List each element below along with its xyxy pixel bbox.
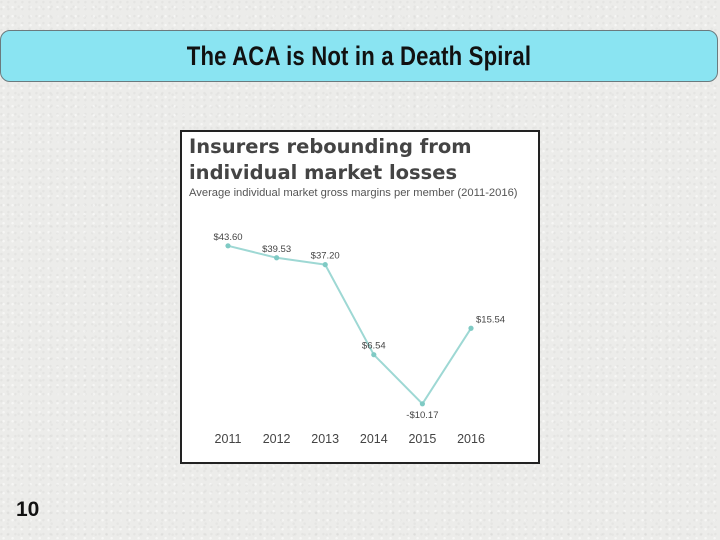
data-point-2015 — [420, 401, 425, 406]
data-label-2013: $37.20 — [310, 250, 340, 262]
series-line — [228, 243, 471, 404]
data-point-2013 — [323, 262, 328, 267]
slide-number: 10 — [16, 498, 40, 521]
data-point-2012 — [274, 255, 279, 260]
data-label-2015: -$10.17 — [406, 409, 439, 421]
data-label-2016: $15.54 — [476, 314, 506, 326]
data-point-2016 — [468, 326, 473, 331]
slide-title-banner — [0, 30, 718, 82]
data-label-2012: $39.53 — [262, 243, 292, 255]
data-label-2014: $6.54 — [361, 340, 386, 352]
data-point-2014 — [371, 352, 376, 357]
slide-title: The ACA is Not in a Death Spiral — [186, 40, 532, 71]
x-tick-label-2015: 2015 — [408, 432, 437, 446]
line-chart — [182, 132, 538, 462]
x-tick-label-2016: 2016 — [457, 432, 485, 446]
data-point-2011 — [225, 243, 230, 248]
x-tick-label-2012: 2012 — [262, 432, 291, 446]
x-tick-label-2013: 2013 — [311, 432, 340, 446]
chart-panel — [180, 130, 540, 464]
data-label-2011: $43.60 — [213, 231, 243, 243]
chart-subtitle: Average individual market gross margins per member (2011-2016) — [189, 187, 518, 199]
x-tick-label-2014: 2014 — [359, 432, 388, 446]
x-tick-label-2011: 2011 — [214, 432, 242, 446]
chart-title: Insurers rebounding from individual market losses — [189, 135, 472, 184]
